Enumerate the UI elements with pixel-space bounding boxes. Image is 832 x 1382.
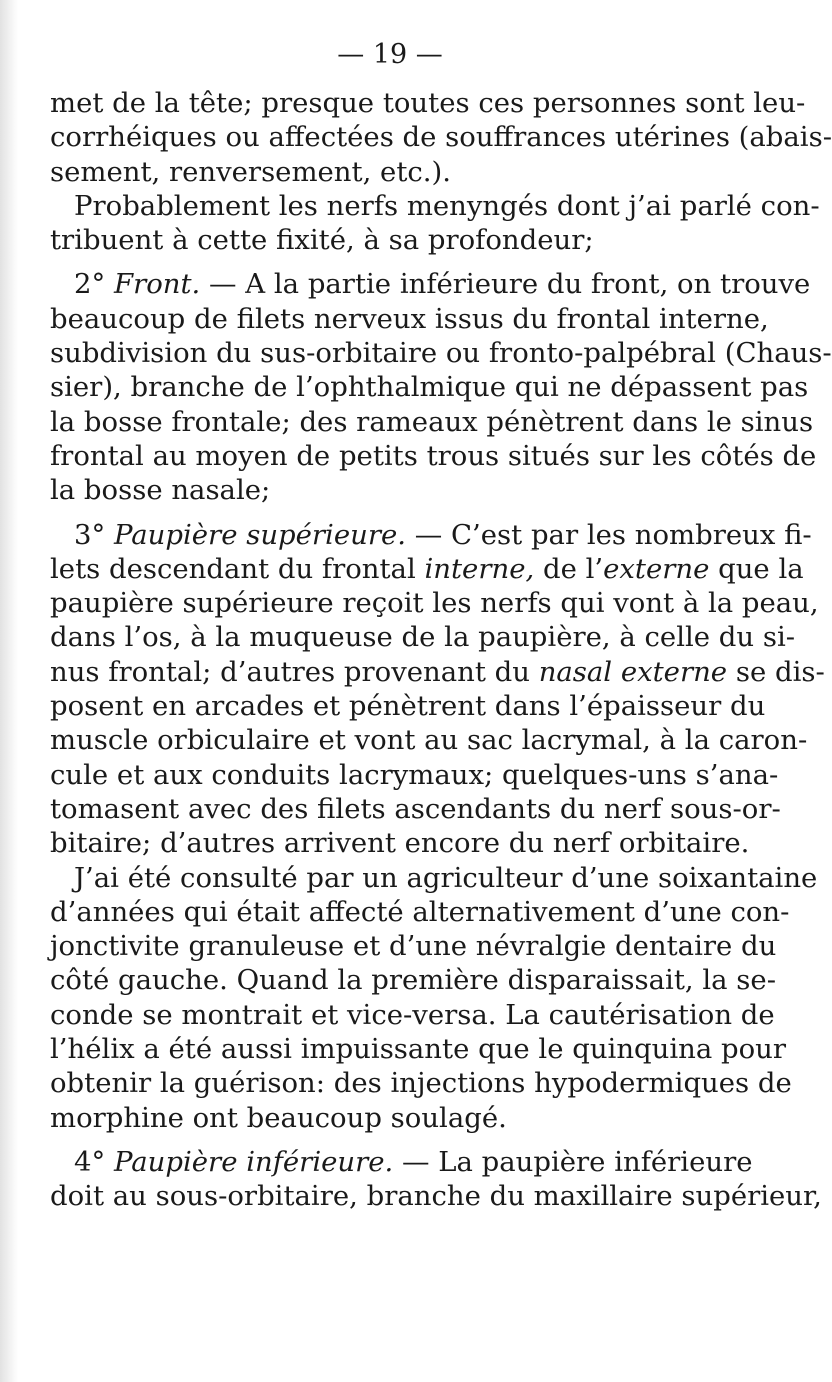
text-line: sier), branche de l’ophthalmique qui ne dépassent pas <box>50 371 809 404</box>
paragraph <box>50 86 832 189</box>
text-line: posent en arcades et pénètrent dans l’épaisseur du <box>50 690 766 723</box>
text-run: que la <box>709 552 804 585</box>
text-line: Probablement les nerfs menyngés dont j’ai parlé con- <box>74 189 820 222</box>
text-line: morphine ont beaucoup soulagé. <box>50 1101 507 1134</box>
text-line: cule et aux conduits lacrymaux; quelques-uns s’ana- <box>50 758 779 791</box>
italic-term: nasal externe <box>538 655 728 688</box>
text-line: d’années qui était affecté alternativement d’une con- <box>50 895 790 928</box>
italic-term: externe <box>603 552 710 585</box>
text-line: sement, renversement, etc.). <box>50 155 451 188</box>
text-line: tribuent à cette fixité, à sa profondeur; <box>50 224 594 257</box>
text-line: côté gauche. Quand la première disparaissait, la se- <box>50 964 776 997</box>
text-line: J’ai été consulté par un agriculteur d’une soixantaine <box>74 861 818 894</box>
text-line: doit au sous-orbitaire, branche du maxillaire supérieur, <box>50 1180 822 1213</box>
text-line: l’hélix a été aussi impuissante que le quinquina pour <box>50 1033 787 1066</box>
section-paupiere-inferieure <box>50 1145 822 1214</box>
text-line: conde se montrait et vice-versa. La cautérisation de <box>50 998 775 1031</box>
paragraph <box>50 861 818 1135</box>
section-number: 2° <box>74 268 106 301</box>
text-line: dans l’os, à la muqueuse de la paupière, à celle du si- <box>50 621 796 654</box>
text-run: nus frontal; d’autres provenant du <box>50 655 539 688</box>
text-line: la bosse frontale; des rameaux pénètrent dans le sinus <box>50 405 814 438</box>
page-number: — 19 — <box>337 39 443 70</box>
text-line: bitaire; d’autres arrivent encore du nerf orbitaire. <box>50 827 750 860</box>
text-line: obtenir la guérison: des injections hypodermiques de <box>50 1067 792 1100</box>
section-title: Front. <box>114 268 201 301</box>
section-title: Paupière inférieure. <box>114 1145 394 1178</box>
text-run: — A la partie inférieure du front, on trouve <box>200 268 811 301</box>
section-paupiere-superieure <box>50 518 825 861</box>
section-front <box>50 267 832 507</box>
text-line: corrhéiques ou affectées de souffrances utérines (abais- <box>50 121 832 154</box>
text-run: — La paupière inférieure <box>393 1145 753 1178</box>
body-text <box>50 86 832 1214</box>
section-heading-line <box>50 1145 753 1179</box>
text-line: la bosse nasale; <box>50 474 271 507</box>
text-run: se dis- <box>727 655 825 688</box>
text-line: jonctivite granuleuse et d’une névralgie dentaire du <box>50 930 777 963</box>
text-run: — C’est par les nombreux fi- <box>406 518 812 551</box>
section-heading-line <box>50 267 811 301</box>
text-run: lets descendant du frontal <box>50 552 425 585</box>
text-line: beaucoup de filets nerveux issus du frontal interne, <box>50 302 769 335</box>
text-line <box>50 655 825 689</box>
section-number: 4° <box>74 1145 106 1178</box>
text-line: paupière supérieure reçoit les nerfs qui vont à la peau, <box>50 587 819 620</box>
text-line: muscle orbiculaire et vont au sac lacrymal, à la caron- <box>50 724 808 757</box>
text-line: met de la tête; presque toutes ces personnes sont leu- <box>50 87 806 119</box>
section-number: 3° <box>74 518 106 551</box>
section-heading-line <box>50 518 812 552</box>
text-line: frontal au moyen de petits trous situés sur les côtés de <box>50 439 817 472</box>
text-run: de l’ <box>534 552 604 585</box>
section-title: Paupière supérieure. <box>114 518 406 551</box>
text-line: subdivision du sus-orbitaire ou fronto-palpébral (Chaus- <box>50 337 832 370</box>
text-line: tomasent avec des filets ascendants du nerf sous-or- <box>50 792 781 825</box>
paragraph <box>50 189 820 258</box>
text-line <box>50 552 804 586</box>
italic-term: interne, <box>424 552 535 585</box>
